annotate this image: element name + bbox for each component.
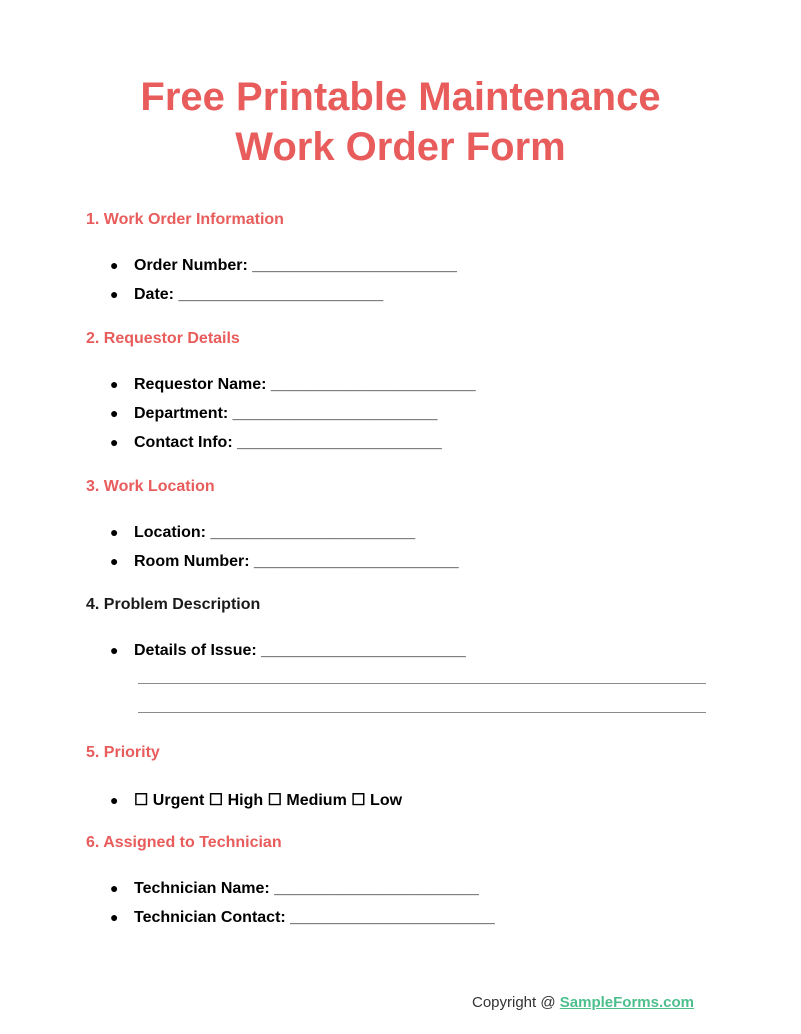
field-department[interactable]: ● Department: _______________________ bbox=[110, 405, 438, 422]
section-heading-work-location: 3. Work Location bbox=[86, 478, 215, 495]
copyright-text: Copyright @ bbox=[472, 994, 560, 1011]
field-date[interactable]: ● Date: _______________________ bbox=[110, 286, 384, 303]
field-technician-contact[interactable]: ● Technician Contact: _______________________ bbox=[110, 909, 495, 926]
title-line-2: Work Order Form bbox=[235, 125, 566, 169]
bullet-icon: ● bbox=[110, 257, 119, 273]
field-priority-options[interactable]: ● ☐ Urgent ☐ High ☐ Medium ☐ Low bbox=[110, 792, 403, 809]
bullet-icon: ● bbox=[110, 286, 119, 302]
field-details-of-issue[interactable]: ● Details of Issue: _______________________ bbox=[110, 642, 466, 659]
bullet-icon: ● bbox=[110, 880, 119, 896]
bullet-icon: ● bbox=[110, 553, 119, 569]
brand-link[interactable]: SampleForms.com bbox=[559, 994, 694, 1011]
copyright-footer bbox=[472, 994, 694, 1011]
issue-writing-line-1[interactable] bbox=[138, 683, 706, 684]
bullet-icon: ● bbox=[110, 434, 119, 450]
section-heading-work-order-information: 1. Work Order Information bbox=[86, 211, 284, 228]
field-order-number[interactable]: ● Order Number: _______________________ bbox=[110, 257, 457, 274]
field-contact-info[interactable]: ● Contact Info: _______________________ bbox=[110, 434, 442, 451]
field-room-number[interactable]: ● Room Number: _______________________ bbox=[110, 553, 459, 570]
section-heading-assigned-technician: 6. Assigned to Technician bbox=[86, 834, 282, 851]
bullet-icon: ● bbox=[110, 405, 119, 421]
bullet-icon: ● bbox=[110, 524, 119, 540]
section-heading-problem-description: 4. Problem Description bbox=[86, 596, 261, 613]
section-heading-requestor-details: 2. Requestor Details bbox=[86, 330, 240, 347]
bullet-icon: ● bbox=[110, 909, 119, 925]
bullet-icon: ● bbox=[110, 792, 119, 808]
page-title bbox=[0, 72, 801, 172]
issue-writing-line-2[interactable] bbox=[138, 712, 706, 713]
field-technician-name[interactable]: ● Technician Name: _______________________ bbox=[110, 880, 479, 897]
title-line-1: Free Printable Maintenance bbox=[140, 75, 661, 119]
field-location[interactable]: ● Location: _______________________ bbox=[110, 524, 416, 541]
field-requestor-name[interactable]: ● Requestor Name: _______________________ bbox=[110, 376, 476, 393]
section-heading-priority: 5. Priority bbox=[86, 744, 160, 761]
bullet-icon: ● bbox=[110, 376, 119, 392]
bullet-icon: ● bbox=[110, 642, 119, 658]
